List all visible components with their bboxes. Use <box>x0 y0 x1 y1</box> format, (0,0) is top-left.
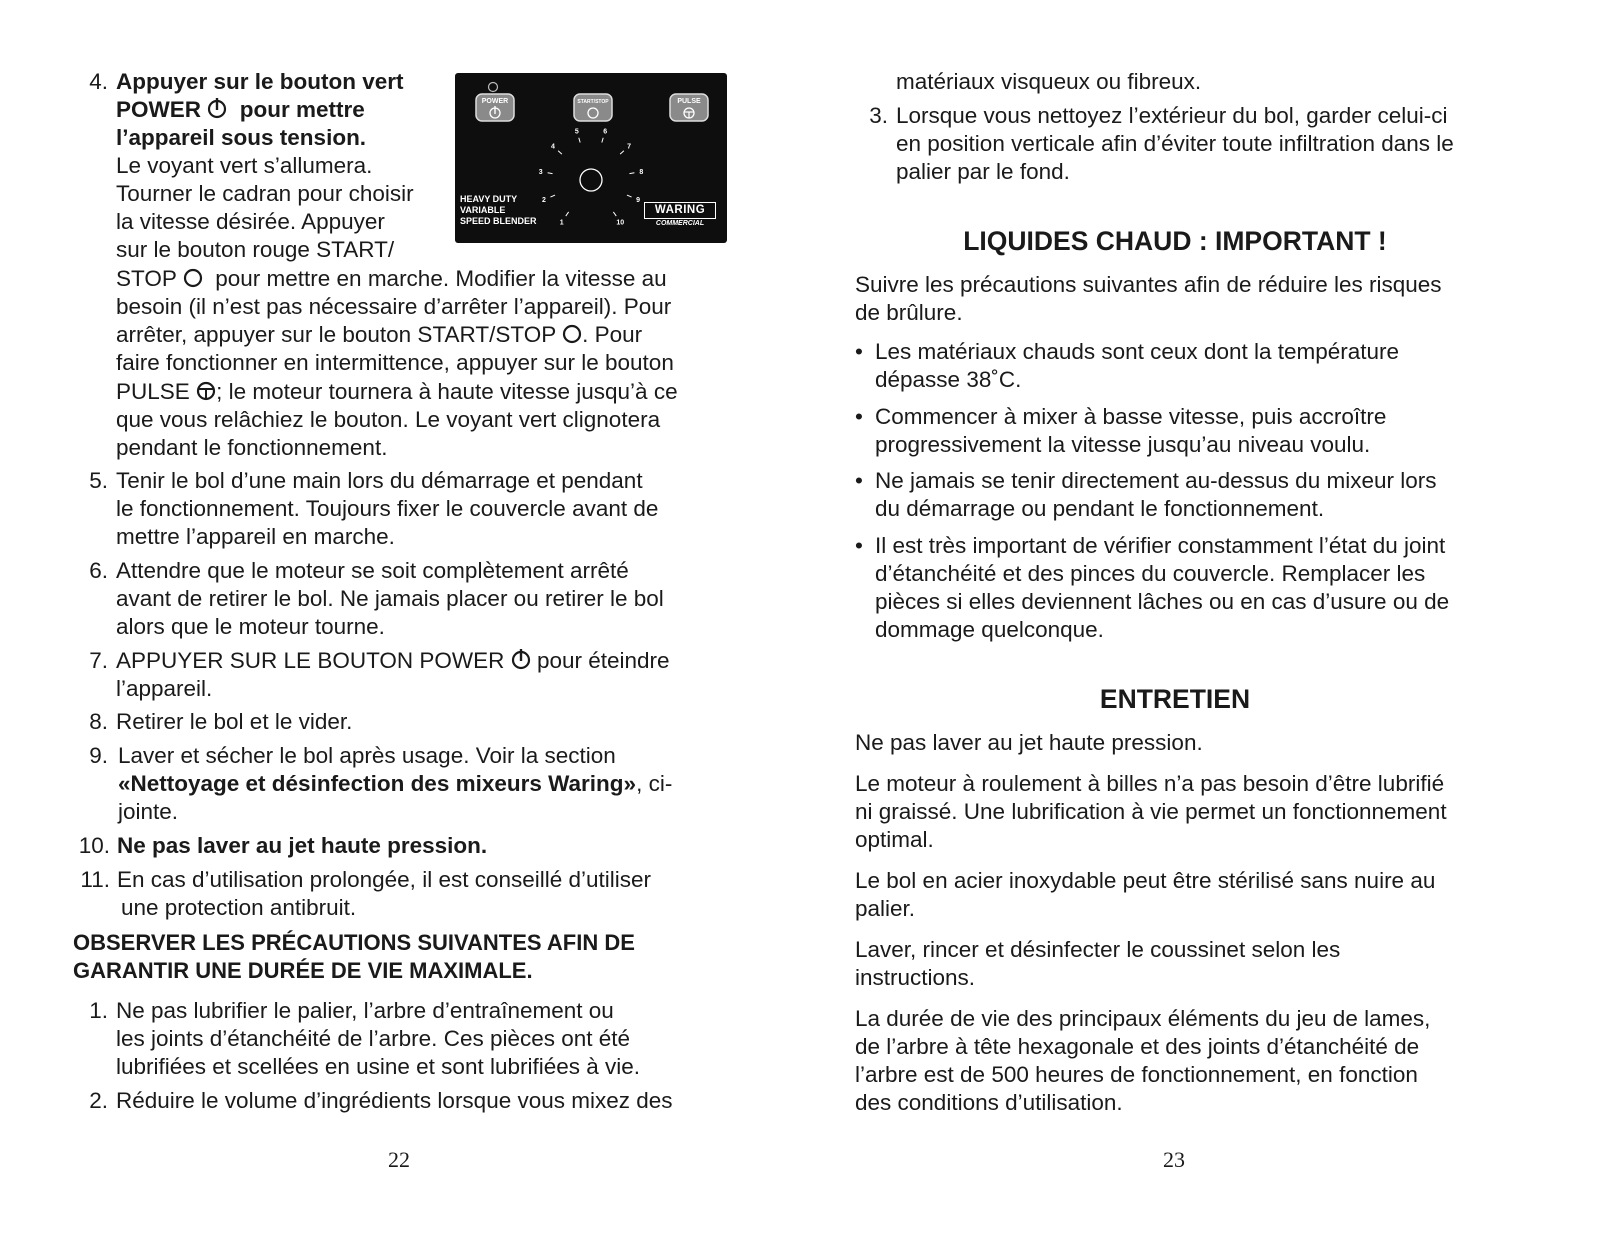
indicator-light-icon <box>489 83 498 92</box>
bullet-text: pièces si elles deviennent lâches ou en cas d’usure ou de <box>875 589 1450 614</box>
commercial-logo: COMMERCIAL <box>655 220 705 227</box>
dial-tick <box>550 195 555 197</box>
item-number: 4. <box>89 69 108 94</box>
bullet-text: Les matériaux chauds sont ceux dont la température <box>875 339 1400 364</box>
item-text: faire fonctionner en intermittence, appuyer sur le bouton <box>116 350 674 375</box>
item-text: arrêter, appuyer sur le bouton START/STOP . Pour <box>116 322 643 347</box>
dial-number: 3 <box>538 169 543 177</box>
item-text: avant de retirer le bol. Ne jamais placer ou retirer le bol <box>116 586 664 611</box>
item-text: mettre l’appareil en marche. <box>116 524 395 549</box>
item-text: Attendre que le moteur se soit complètement arrêté <box>116 558 629 583</box>
item-text: Réduire le volume d’ingrédients lorsque vous mixez des <box>116 1088 673 1113</box>
item-text: besoin (il n’est pas nécessaire d’arrêter l’appareil). Pour <box>116 294 672 319</box>
dial-number: 10 <box>616 219 625 227</box>
waring-logo: WARING <box>644 202 716 219</box>
paragraph: optimal. <box>855 827 934 852</box>
dial-tick <box>629 173 634 174</box>
dial-number: 8 <box>639 169 644 177</box>
paragraph: palier. <box>855 896 916 921</box>
item-number: 3. <box>869 103 888 128</box>
pulse-icon <box>196 381 216 401</box>
dial-number: 6 <box>603 128 608 136</box>
item-text: «Nettoyage et désinfection des mixeurs Waring», ci- <box>118 771 673 796</box>
power-label: POWER <box>481 98 509 105</box>
dial-number: 1 <box>559 219 564 227</box>
bullet-icon: • <box>855 404 863 429</box>
item-number: 8. <box>89 709 108 734</box>
page-number: 22 <box>388 1147 410 1172</box>
item-text: Appuyer sur le bouton vert <box>116 69 404 94</box>
item-text: que vous relâchiez le bouton. Le voyant vert clignotera <box>116 407 661 432</box>
item-number: 2. <box>89 1088 108 1113</box>
item-text: APPUYER SUR LE BOUTON POWER pour éteindre <box>116 648 670 673</box>
item-text: STOP pour mettre en marche. Modifier la vitesse au <box>116 266 667 291</box>
pulse-label: PULSE <box>677 98 701 105</box>
power-icon <box>511 648 531 670</box>
item-text: jointe. <box>118 799 179 824</box>
continued-text: matériaux visqueux ou fibreux. <box>896 69 1202 94</box>
item-number: 9. <box>89 743 108 768</box>
bullet-icon: • <box>855 468 863 493</box>
item-text: la vitesse désirée. Appuyer <box>116 209 385 234</box>
item-text: Tourner le cadran pour choisir <box>116 181 414 206</box>
bullet-text: progressivement la vitesse jusqu’au niveau voulu. <box>875 432 1371 457</box>
control-panel-illustration <box>455 73 727 243</box>
dial-tick <box>602 138 603 143</box>
paragraph: Laver, rincer et désinfecter le coussinet selon les <box>855 937 1341 962</box>
dial-number: 5 <box>574 128 579 136</box>
paragraph: de l’arbre à tête hexagonale et des joints d’étanchéité de <box>855 1034 1420 1059</box>
item-text: lubrifiées et scellées en usine et sont lubrifiées à vie. <box>116 1054 641 1079</box>
dial-tick <box>548 173 553 174</box>
item-text: pendant le fonctionnement. <box>116 435 388 460</box>
item-text: Lorsque vous nettoyez l’extérieur du bol, garder celui-ci <box>896 103 1448 128</box>
item-number: 1. <box>89 998 108 1023</box>
item-text: Laver et sécher le bol après usage. Voir la section <box>118 743 616 768</box>
section-heading: GARANTIR UNE DURÉE DE VIE MAXIMALE. <box>73 958 533 983</box>
paragraph: Le bol en acier inoxydable peut être stérilisé sans nuire au <box>855 868 1436 893</box>
bullet-text: Il est très important de vérifier constamment l’état du joint <box>875 533 1446 558</box>
dial-tick <box>620 151 624 154</box>
bullet-text: Commencer à mixer à basse vitesse, puis accroître <box>875 404 1387 429</box>
bullet-text: d’étanchéité et des pinces du couvercle. Remplacer les <box>875 561 1426 586</box>
item-number: 7. <box>89 648 108 673</box>
panel-description: HEAVY DUTY <box>460 194 518 204</box>
bullet-text: Ne jamais se tenir directement au-dessus du mixeur lors <box>875 468 1437 493</box>
item-text: POWER pour mettre <box>116 97 365 122</box>
dial-number: 9 <box>636 197 640 205</box>
dial-tick <box>558 151 562 154</box>
item-text: une protection antibruit. <box>121 895 357 920</box>
speed-dial-knob <box>580 169 602 191</box>
paragraph: Suivre les précautions suivantes afin de réduire les risques <box>855 272 1442 297</box>
paragraph: instructions. <box>855 965 976 990</box>
dial-tick <box>579 138 580 143</box>
bullet-text: du démarrage ou pendant le fonctionnement. <box>875 496 1325 521</box>
dial-tick <box>627 195 632 197</box>
dial-number: 7 <box>627 143 632 151</box>
item-text: en position verticale afin d’éviter toute infiltration dans le <box>896 131 1454 156</box>
item-text: Ne pas lubrifier le palier, l’arbre d’entraînement ou <box>116 998 614 1023</box>
bullet-text: dommage quelconque. <box>875 617 1104 642</box>
panel-description: VARIABLE <box>460 205 506 215</box>
item-text: PULSE ; le moteur tournera à haute vitesse jusqu’à ce <box>116 379 678 404</box>
item-text: le fonctionnement. Toujours fixer le couvercle avant de <box>116 496 659 521</box>
paragraph: La durée de vie des principaux éléments du jeu de lames, <box>855 1006 1431 1031</box>
section-heading: OBSERVER LES PRÉCAUTIONS SUIVANTES AFIN DE <box>73 930 635 955</box>
item-text: alors que le moteur tourne. <box>116 614 385 639</box>
bullet-text: dépasse 38˚C. <box>875 367 1022 392</box>
dial-tick <box>566 212 569 216</box>
paragraph: des conditions d’utilisation. <box>855 1090 1123 1115</box>
item-text: Ne pas laver au jet haute pression. <box>117 833 488 858</box>
item-text: sur le bouton rouge START/ <box>116 237 395 262</box>
item-text: En cas d’utilisation prolongée, il est conseillé d’utiliser <box>117 867 652 892</box>
paragraph: ni graissé. Une lubrification à vie permet un fonctionnement <box>855 799 1447 824</box>
start-stop-label: START/STOP <box>577 99 609 105</box>
item-text: l’appareil sous tension. <box>116 125 367 150</box>
item-number: 5. <box>89 468 108 493</box>
bullet-icon: • <box>855 533 863 558</box>
paragraph: de brûlure. <box>855 300 963 325</box>
bullet-icon: • <box>855 339 863 364</box>
item-text: Tenir le bol d’une main lors du démarrage et pendant <box>116 468 643 493</box>
item-text: Le voyant vert s’allumera. <box>116 153 373 178</box>
section-heading-hot-liquids: LIQUIDES CHAUD : IMPORTANT ! <box>963 226 1387 256</box>
power-icon <box>207 97 227 119</box>
panel-description: SPEED BLENDER <box>460 216 537 226</box>
dial-number: 2 <box>542 197 546 205</box>
paragraph: Ne pas laver au jet haute pression. <box>855 730 1203 755</box>
item-text: palier par le fond. <box>896 159 1070 184</box>
dial-number: 4 <box>550 143 555 151</box>
paragraph: Le moteur à roulement à billes n’a pas besoin d’être lubrifié <box>855 771 1445 796</box>
item-number: 10. <box>78 833 110 858</box>
item-text: Retirer le bol et le vider. <box>116 709 353 734</box>
item-text: les joints d’étanchéité de l’arbre. Ces pièces ont été <box>116 1026 631 1051</box>
item-number: 6. <box>89 558 108 583</box>
paragraph: l’arbre est de 500 heures de fonctionnement, en fonction <box>855 1062 1418 1087</box>
dial-tick <box>613 212 616 216</box>
section-heading-maintenance: ENTRETIEN <box>1099 684 1251 714</box>
item-text: l’appareil. <box>116 676 213 701</box>
start-stop-icon <box>562 324 582 344</box>
start-stop-icon <box>183 268 203 288</box>
page-number: 23 <box>1163 1147 1185 1172</box>
item-number: 11. <box>80 867 110 892</box>
